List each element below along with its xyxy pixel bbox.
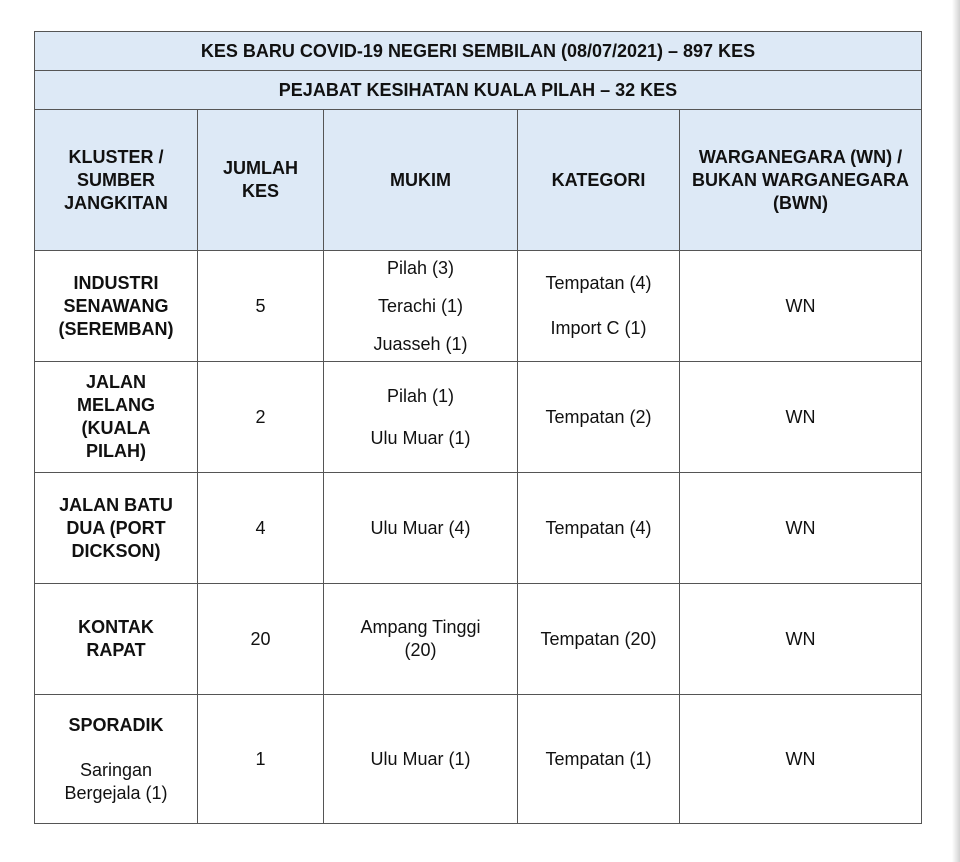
- header-cluster: KLUSTER / SUMBER JANGKITAN: [35, 110, 198, 251]
- header-category: KATEGORI: [518, 110, 680, 251]
- cluster-cell: JALAN BATU DUA (PORT DICKSON): [35, 473, 198, 584]
- category-cell: [518, 473, 680, 584]
- table-row: [35, 251, 922, 362]
- page-edge-shadow: [952, 0, 960, 862]
- category-item: Tempatan (2): [545, 406, 652, 427]
- mukim-cell: [324, 251, 518, 362]
- mukim-cell: [324, 584, 518, 695]
- citizenship-cell: WN: [680, 362, 922, 473]
- cases-cell: 20: [198, 584, 324, 695]
- cases-cell: 2: [198, 362, 324, 473]
- cases-cell: 1: [198, 695, 324, 824]
- mukim-item: Ulu Muar (4): [370, 517, 471, 538]
- category-item: Tempatan (1): [545, 748, 652, 769]
- category-item: Import C (1): [550, 318, 647, 338]
- cases-cell: 5: [198, 251, 324, 362]
- category-cell: [518, 584, 680, 695]
- citizenship-cell: WN: [680, 584, 922, 695]
- cluster-cell: KONTAK RAPAT: [35, 584, 198, 695]
- covid-cases-table: [34, 31, 922, 824]
- table-row: [35, 362, 922, 473]
- category-item: Tempatan (4): [545, 273, 652, 293]
- header-citizenship: WARGANEGARA (WN) / BUKAN WARGANEGARA (BWN): [680, 110, 922, 251]
- mukim-item: Ampang Tinggi (20): [360, 617, 481, 660]
- mukim-item: Terachi (1): [377, 295, 464, 316]
- mukim-item: Pilah (3): [386, 257, 455, 278]
- mukim-item: Ulu Muar (1): [370, 427, 471, 448]
- cluster-cell: JALAN MELANG (KUALA PILAH): [35, 362, 198, 473]
- cluster-sub-label: Saringan Bergejala (1): [64, 759, 168, 803]
- mukim-item: Juasseh (1): [373, 333, 468, 354]
- mukim-cell: [324, 362, 518, 473]
- header-mukim: MUKIM: [324, 110, 518, 251]
- cluster-cell: [35, 695, 198, 824]
- header-cases: JUMLAH KES: [198, 110, 324, 251]
- mukim-cell: [324, 473, 518, 584]
- table-row: [35, 584, 922, 695]
- category-cell: [518, 695, 680, 824]
- mukim-cell: [324, 695, 518, 824]
- mukim-item: Pilah (1): [386, 385, 455, 406]
- category-item: Tempatan (4): [545, 517, 652, 538]
- table-title: KES BARU COVID-19 NEGERI SEMBILAN (08/07/2021) – 897 KES: [35, 32, 922, 71]
- category-cell: [518, 251, 680, 362]
- table-subtitle: PEJABAT KESIHATAN KUALA PILAH – 32 KES: [35, 71, 922, 110]
- citizenship-cell: WN: [680, 473, 922, 584]
- table-row: [35, 473, 922, 584]
- cluster-label: SPORADIK: [68, 714, 164, 735]
- cluster-cell: INDUSTRI SENAWANG (SEREMBAN): [35, 251, 198, 362]
- category-item: Tempatan (20): [540, 628, 657, 649]
- cases-cell: 4: [198, 473, 324, 584]
- table-row: [35, 695, 922, 824]
- mukim-item: Ulu Muar (1): [370, 748, 471, 769]
- category-cell: [518, 362, 680, 473]
- citizenship-cell: WN: [680, 695, 922, 824]
- citizenship-cell: WN: [680, 251, 922, 362]
